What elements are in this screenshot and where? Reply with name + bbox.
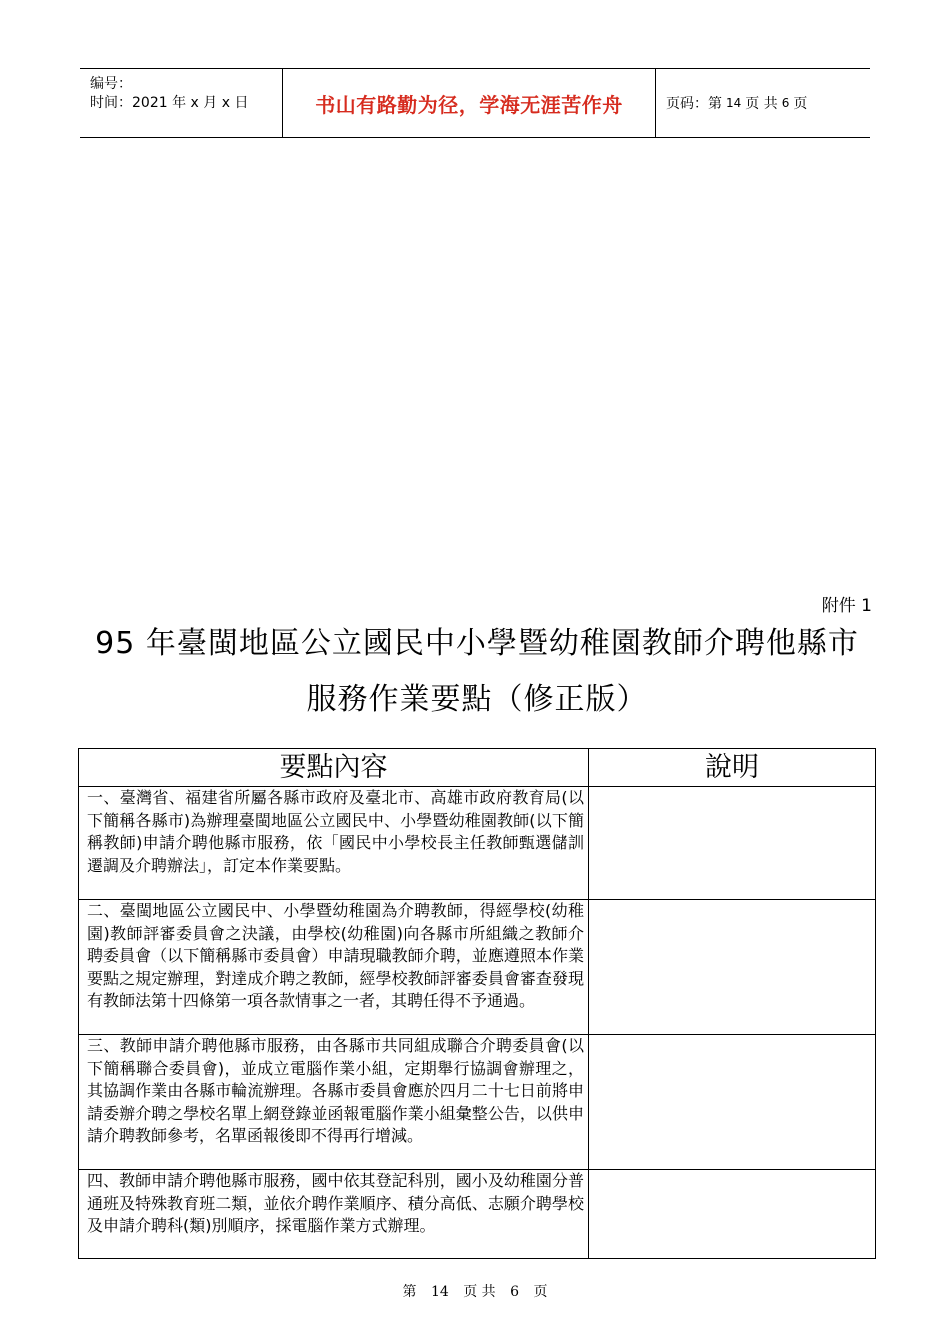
page-prefix: 页码：第: [666, 96, 722, 112]
header-page-info: [656, 69, 870, 137]
table-row: [79, 1035, 876, 1170]
table-row: [79, 787, 876, 900]
column-header-note: 說明: [589, 749, 876, 787]
row-note: [589, 1170, 876, 1259]
page-footer: [0, 1281, 950, 1301]
row-content: 四、教師申請介聘他縣市服務，國中依其登記科別，國小及幼稚園分普通班及特殊教育班二類，並依介聘作業順序、積分高低、志願介聘學校及申請介聘科(類)別順序，採電腦作業方式辦理。: [79, 1170, 589, 1259]
footer-suffix: 页: [533, 1284, 548, 1300]
footer-total: 6: [510, 1284, 520, 1300]
header-motto: 书山有路勤为径，学海无涯苦作舟: [282, 69, 656, 137]
row-content: 三、教師申請介聘他縣市服務，由各縣市共同組成聯合介聘委員會(以下簡稱聯合委員會)，並成立電腦作業小組，定期舉行協調會辦理之，其協調作業由各縣市輪流辦理。各縣市委員會應於四月二十七日前將申請委辦介聘之學校名單上網登錄並函報電腦作業小組彙整公告，以供申請介聘教師參考，名單函報後即不得再行增減。: [79, 1035, 589, 1170]
row-content: 二、臺閩地區公立國民中、小學暨幼稚園為介聘教師，得經學校(幼稚園)教師評審委員會之決議，由學校(幼稚園)向各縣市所組織之教師介聘委員會（以下簡稱縣市委員會）申請現職教師介聘，並應遵照本作業要點之規定辦理，對達成介聘之教師，經學校教師評審委員會審查發現有教師法第十四條第一項各款情事之一者，其聘任得不予通過。: [79, 900, 589, 1035]
row-note: [589, 1035, 876, 1170]
header-meta: [80, 69, 282, 137]
time-label: 时间：2021 年 x 月 x 日: [90, 95, 249, 111]
page-current: 14: [726, 96, 742, 110]
footer-prefix: 第: [402, 1284, 417, 1300]
row-note: [589, 900, 876, 1035]
table-row: [79, 900, 876, 1035]
footer-current: 14: [430, 1284, 449, 1300]
document-title-line1: 95 年臺閩地區公立國民中小學暨幼稚園教師介聘他縣市: [95, 626, 859, 661]
attachment-label: 附件 1: [821, 596, 872, 616]
page-total: 6: [781, 96, 790, 110]
table-row: [79, 1170, 876, 1259]
page-mid: 页 共: [745, 96, 778, 112]
document-title-line2: 服務作業要點（修正版）: [306, 682, 648, 717]
page-suffix: 页: [793, 96, 808, 112]
number-label: 编号：: [90, 76, 132, 92]
row-content: 一、臺灣省、福建省所屬各縣市政府及臺北市、高雄市政府教育局(以下簡稱各縣市)為辦理臺閩地區公立國民中、小學暨幼稚園教師(以下簡稱教師)申請介聘他縣市服務，依「國民中小學校長主任教師甄選儲訓遷調及介聘辦法」，訂定本作業要點。: [79, 787, 589, 900]
table-header-row: [79, 749, 876, 787]
row-note: [589, 787, 876, 900]
document-header: [80, 68, 870, 138]
column-header-content: 要點內容: [79, 749, 589, 787]
footer-mid: 页 共: [463, 1284, 496, 1300]
main-table: [78, 748, 876, 1259]
